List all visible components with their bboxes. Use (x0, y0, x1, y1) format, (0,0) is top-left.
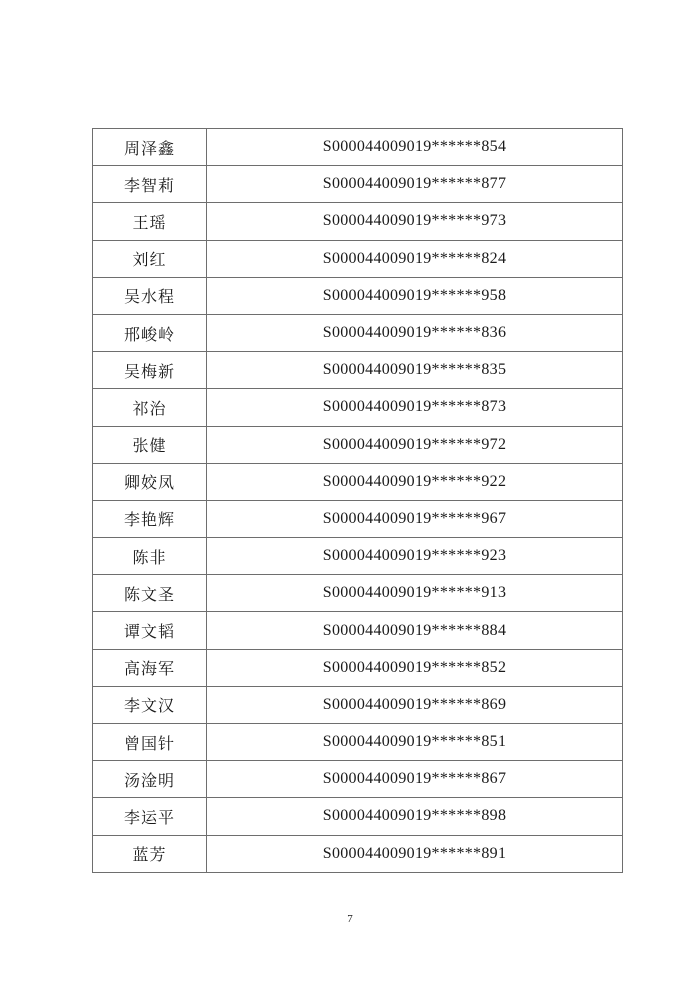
masked-id-cell: S000044009019******824 (207, 240, 623, 277)
table-row (93, 835, 623, 872)
masked-id-cell: S000044009019******973 (207, 203, 623, 240)
masked-id-cell: S000044009019******854 (207, 129, 623, 166)
masked-id-cell: S000044009019******836 (207, 314, 623, 351)
table-row (93, 166, 623, 203)
table-row (93, 649, 623, 686)
table-row (93, 352, 623, 389)
masked-id-cell: S000044009019******835 (207, 352, 623, 389)
name-cell: 李文汉 (93, 686, 207, 723)
masked-id-cell: S000044009019******972 (207, 426, 623, 463)
table-row (93, 612, 623, 649)
masked-id-cell: S000044009019******877 (207, 166, 623, 203)
masked-id-cell: S000044009019******958 (207, 277, 623, 314)
table-row (93, 798, 623, 835)
masked-id-cell: S000044009019******873 (207, 389, 623, 426)
name-cell: 李运平 (93, 798, 207, 835)
table-row (93, 575, 623, 612)
table-row (93, 426, 623, 463)
name-cell: 邢峻岭 (93, 314, 207, 351)
table-row (93, 203, 623, 240)
table-row (93, 314, 623, 351)
name-cell: 吴梅新 (93, 352, 207, 389)
name-cell: 卿姣凤 (93, 463, 207, 500)
masked-id-cell: S000044009019******898 (207, 798, 623, 835)
table-row (93, 389, 623, 426)
name-cell: 祁治 (93, 389, 207, 426)
roster-table-body (93, 129, 623, 873)
name-cell: 李艳辉 (93, 500, 207, 537)
table-row (93, 463, 623, 500)
masked-id-cell: S000044009019******851 (207, 724, 623, 761)
table-row (93, 538, 623, 575)
masked-id-cell: S000044009019******852 (207, 649, 623, 686)
table-row (93, 277, 623, 314)
masked-id-cell: S000044009019******891 (207, 835, 623, 872)
masked-id-cell: S000044009019******922 (207, 463, 623, 500)
table-row (93, 129, 623, 166)
table-row (93, 686, 623, 723)
page-number: 7 (347, 913, 353, 925)
name-cell: 高海军 (93, 649, 207, 686)
masked-id-cell: S000044009019******913 (207, 575, 623, 612)
name-cell: 谭文韬 (93, 612, 207, 649)
table-row (93, 500, 623, 537)
name-cell: 陈非 (93, 538, 207, 575)
name-cell: 李智莉 (93, 166, 207, 203)
masked-id-cell: S000044009019******869 (207, 686, 623, 723)
name-cell: 汤淦明 (93, 761, 207, 798)
table-row (93, 240, 623, 277)
name-cell: 蓝芳 (93, 835, 207, 872)
name-cell: 周泽鑫 (93, 129, 207, 166)
roster-table (92, 128, 623, 873)
name-cell: 刘红 (93, 240, 207, 277)
masked-id-cell: S000044009019******923 (207, 538, 623, 575)
name-cell: 王瑶 (93, 203, 207, 240)
masked-id-cell: S000044009019******867 (207, 761, 623, 798)
masked-id-cell: S000044009019******967 (207, 500, 623, 537)
table-row (93, 761, 623, 798)
name-cell: 吴水程 (93, 277, 207, 314)
name-cell: 曾国针 (93, 724, 207, 761)
table-row (93, 724, 623, 761)
name-cell: 张健 (93, 426, 207, 463)
name-cell: 陈文圣 (93, 575, 207, 612)
masked-id-cell: S000044009019******884 (207, 612, 623, 649)
